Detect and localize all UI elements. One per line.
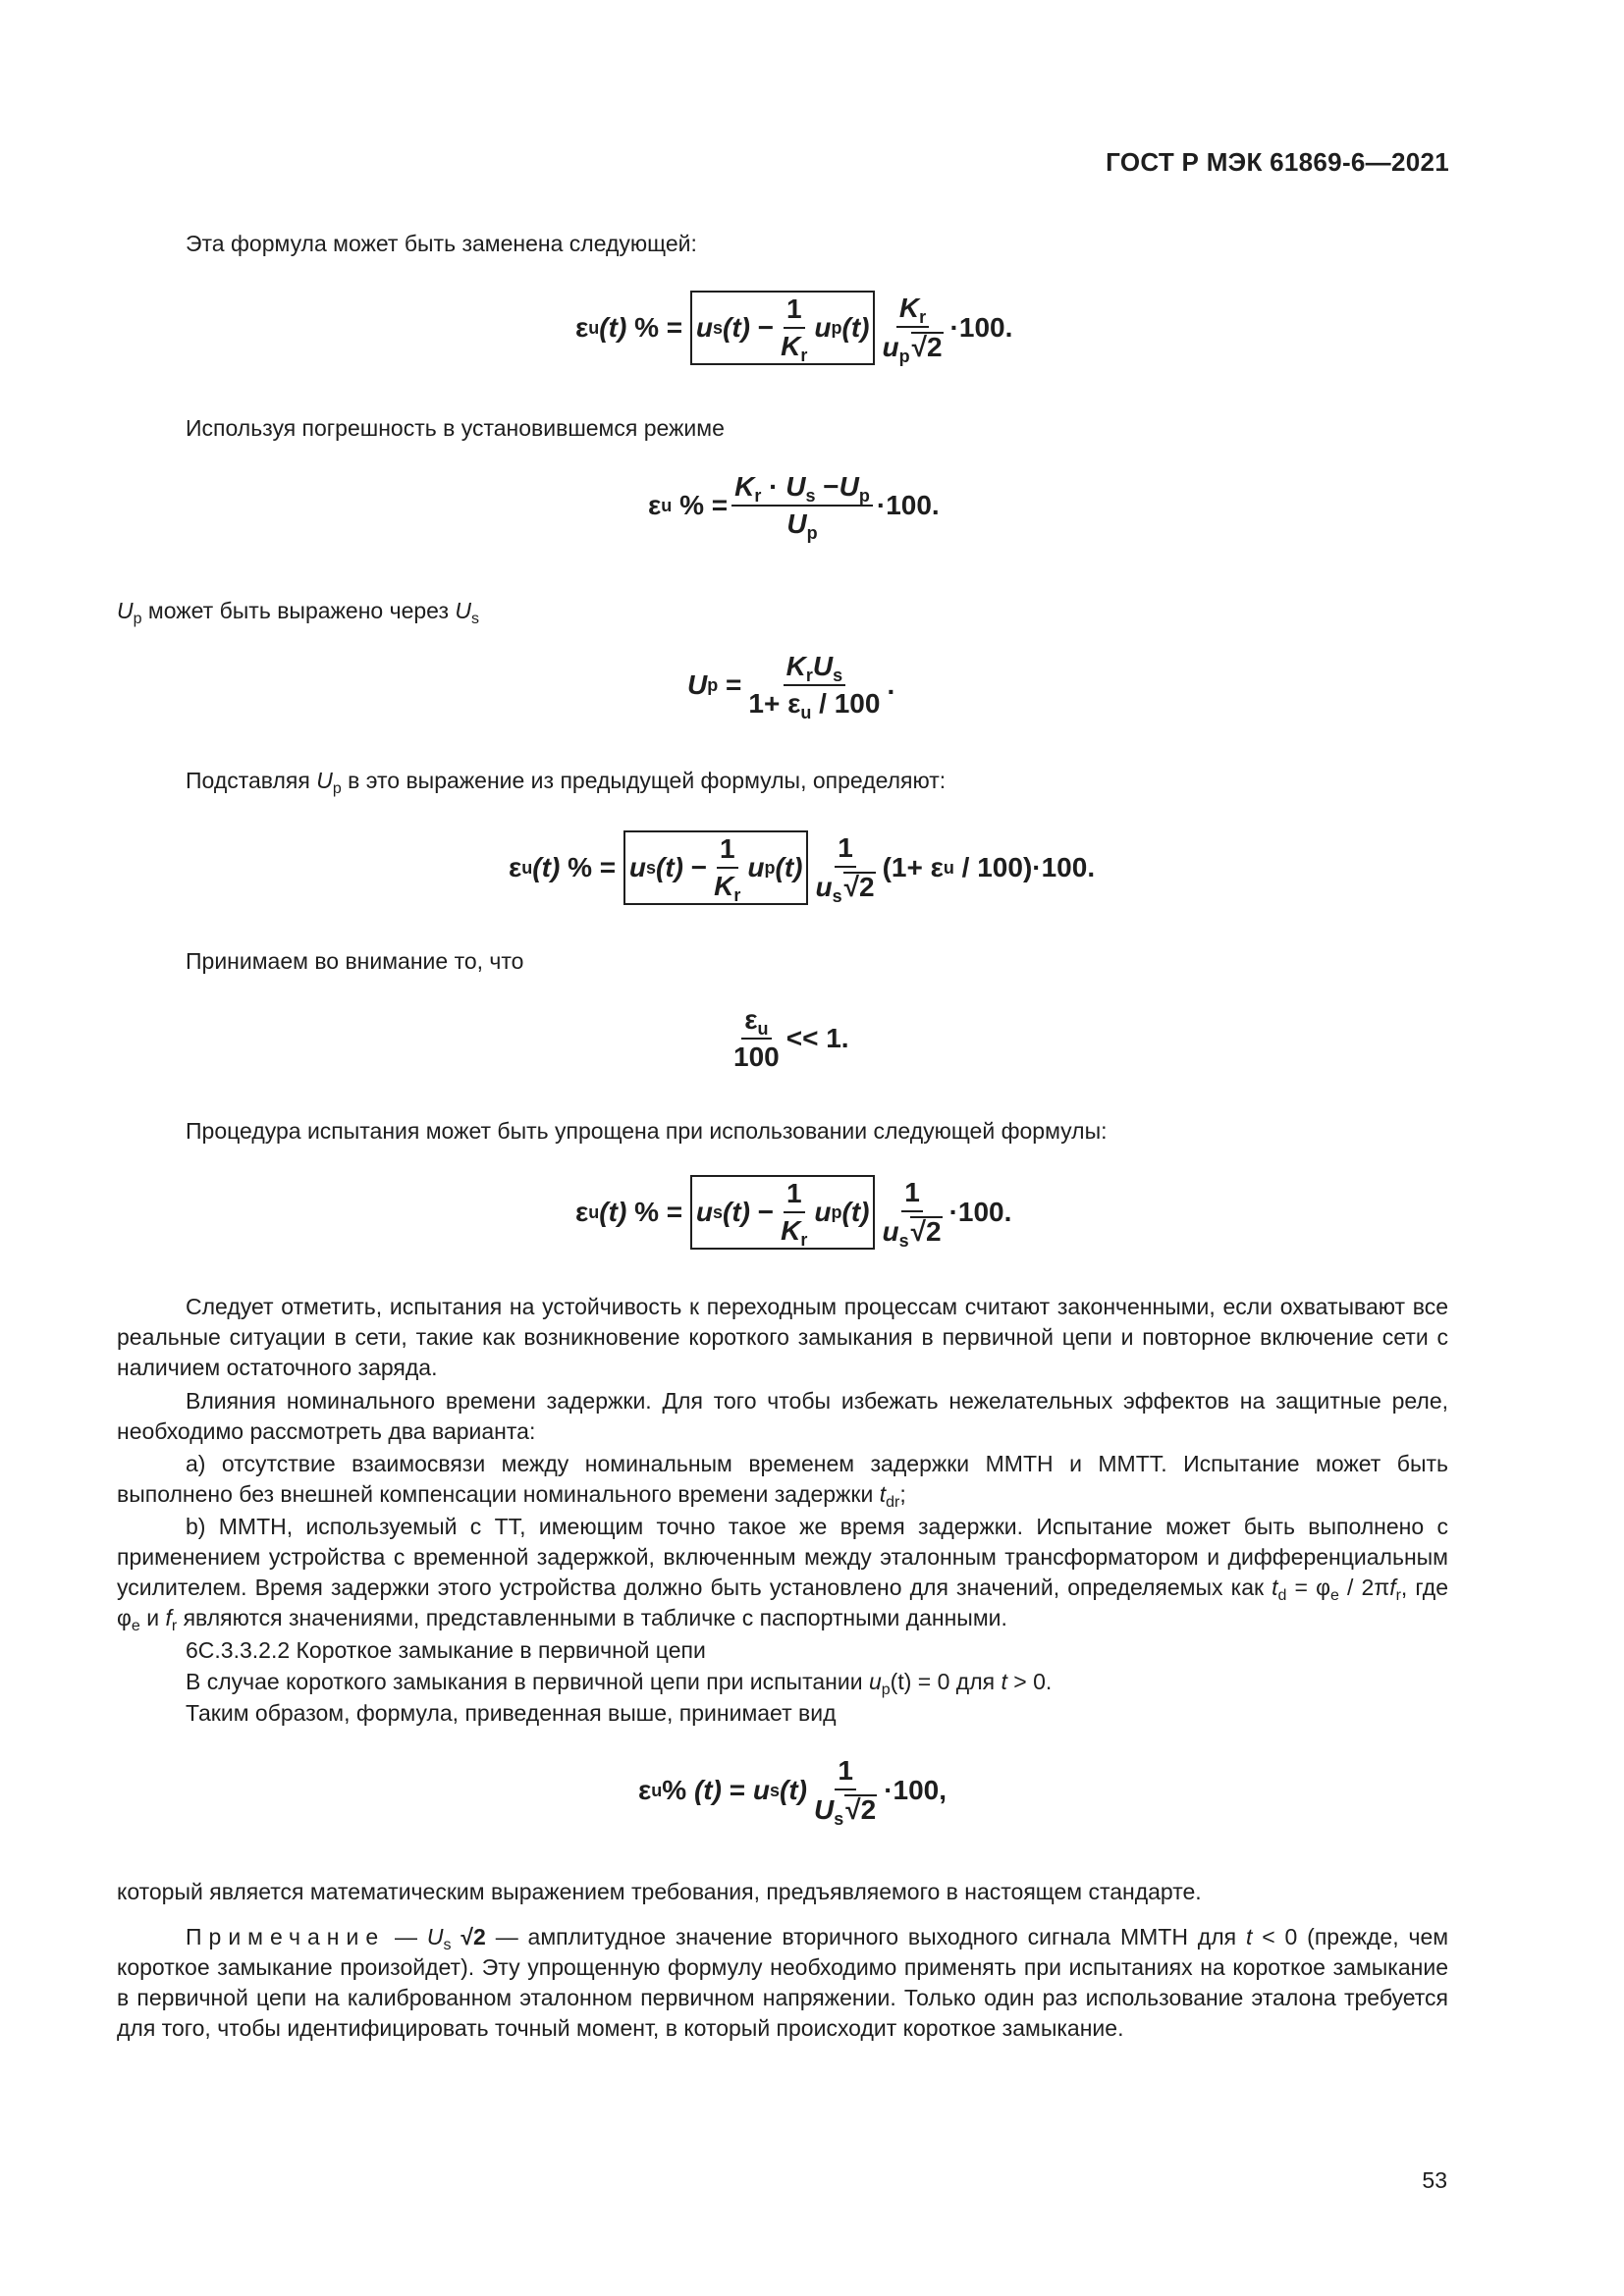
section-heading-6c3322: 6С.3.3.2.2 Короткое замыкание в первичной цепи — [186, 1637, 706, 1663]
paragraph-7: Следует отметить, испытания на устойчивость к переходным процессам считают законченными, если охватывают все реальные ситуации в сети, такие как возникновение короткого замыкания в первичной цепи и повторное включение сети с наличием остаточного заряда. — [117, 1294, 1448, 1380]
formula-6: ε u (t) % = u s (t) − $\frac{1}{K_r}$ u p (t) $\frac{1}{u_s√2}$ ·100. — [575, 1177, 1012, 1251]
paragraph-5: Принимаем во внимание то, что — [186, 948, 524, 974]
paragraph-14: который является математическим выражением требования, предъявляемого в настоящем стандарте. — [117, 1879, 1202, 1904]
formula-3: U p = $\frac{K_rU_s}{1+ \varepsilon_u / 100}$ . — [687, 651, 895, 722]
paragraph-3: $U_p$ может быть выражено через $U_s$ — [117, 598, 480, 627]
paragraph-13: Таким образом, формула, приведенная выше, принимает вид — [186, 1700, 837, 1726]
paragraph-8: Влияния номинального времени задержки. Для того чтобы избежать нежелательных эффектов на защитные реле, необходимо рассмотреть два варианта: — [117, 1388, 1448, 1444]
paragraph-1: Эта формула может быть заменена следующей: — [186, 231, 697, 256]
formula-2: ε u % = $\frac{K_r \cdot U_s -U_p}{U_p}$ ·100. — [648, 471, 940, 543]
formula-7: ε u % (t) = u s (t) $\frac{1}{U_s√2}$ ·100, — [638, 1755, 947, 1829]
paragraph-10-item-b: b) ММТН, используемый с ТТ, имеющим точно такое же время задержки. Испытание может быть выполнено с применением устройства с временной задержкой, включенным между эталонным трансформатором и дифференциальным усилителем. Время задержки этого устройства должно быть установлено для значений, определяемых как $t_d = \varphi_e / 2\pi f_r$, где $\varphi_e$ и $f_r$ являются значениями, представленными в табличке с паспортными данными. — [117, 1514, 1448, 1634]
formula-1: ε u (t) % = u s (t) − $\frac{1}{K_r}$ u p (t) $\frac{K_r}{u_p√2}$ ·100. — [575, 293, 1013, 366]
paragraph-12: В случае короткого замыкания в первичной цепи при испытании $u_p(t) = 0$ для t > 0. — [186, 1669, 1053, 1698]
document-header: ГОСТ Р МЭК 61869-6—2021 — [1106, 147, 1449, 177]
formula-4: ε u (t) % = u s (t) − $\frac{1}{K_r}$ u p (t) $\frac{1}{u_s√2}$ (1+ ε u / 100) ·100. — [509, 832, 1096, 906]
formula-5: $\frac{\varepsilon_u}{100}$ << 1. — [733, 1004, 849, 1072]
paragraph-9-item-a: a) отсутствие взаимосвязи между номинальным временем задержки ММТН и ММТТ. Испытание может быть выполнено без внешней компенсации номинального времени задержки $t_{dr}$; — [117, 1451, 1448, 1511]
note-label: Примечание — [186, 1924, 386, 1949]
paragraph-6: Процедура испытания может быть упрощена при использовании следующей формулы: — [186, 1118, 1108, 1144]
note: Примечание — $U_s$ √2 — амплитудное значение вторичного выходного сигнала ММТН для t < 0 (прежде, чем короткое замыкание произойдет). Эту упрощенную формулу необходимо применять при испытаниях на короткое замыкание в первичной цепи на калиброванном эталонном первичном напряжении. Только один раз использование эталона требуется для того, чтобы идентифицировать точный момент, в который происходит короткое замыкание. — [117, 1924, 1449, 2041]
paragraph-4: Подставляя $U_p$ в это выражение из предыдущей формулы, определяют: — [186, 768, 947, 797]
page-number: 53 — [1422, 2167, 1447, 2193]
paragraph-2: Используя погрешность в установившемся режиме — [186, 415, 725, 441]
